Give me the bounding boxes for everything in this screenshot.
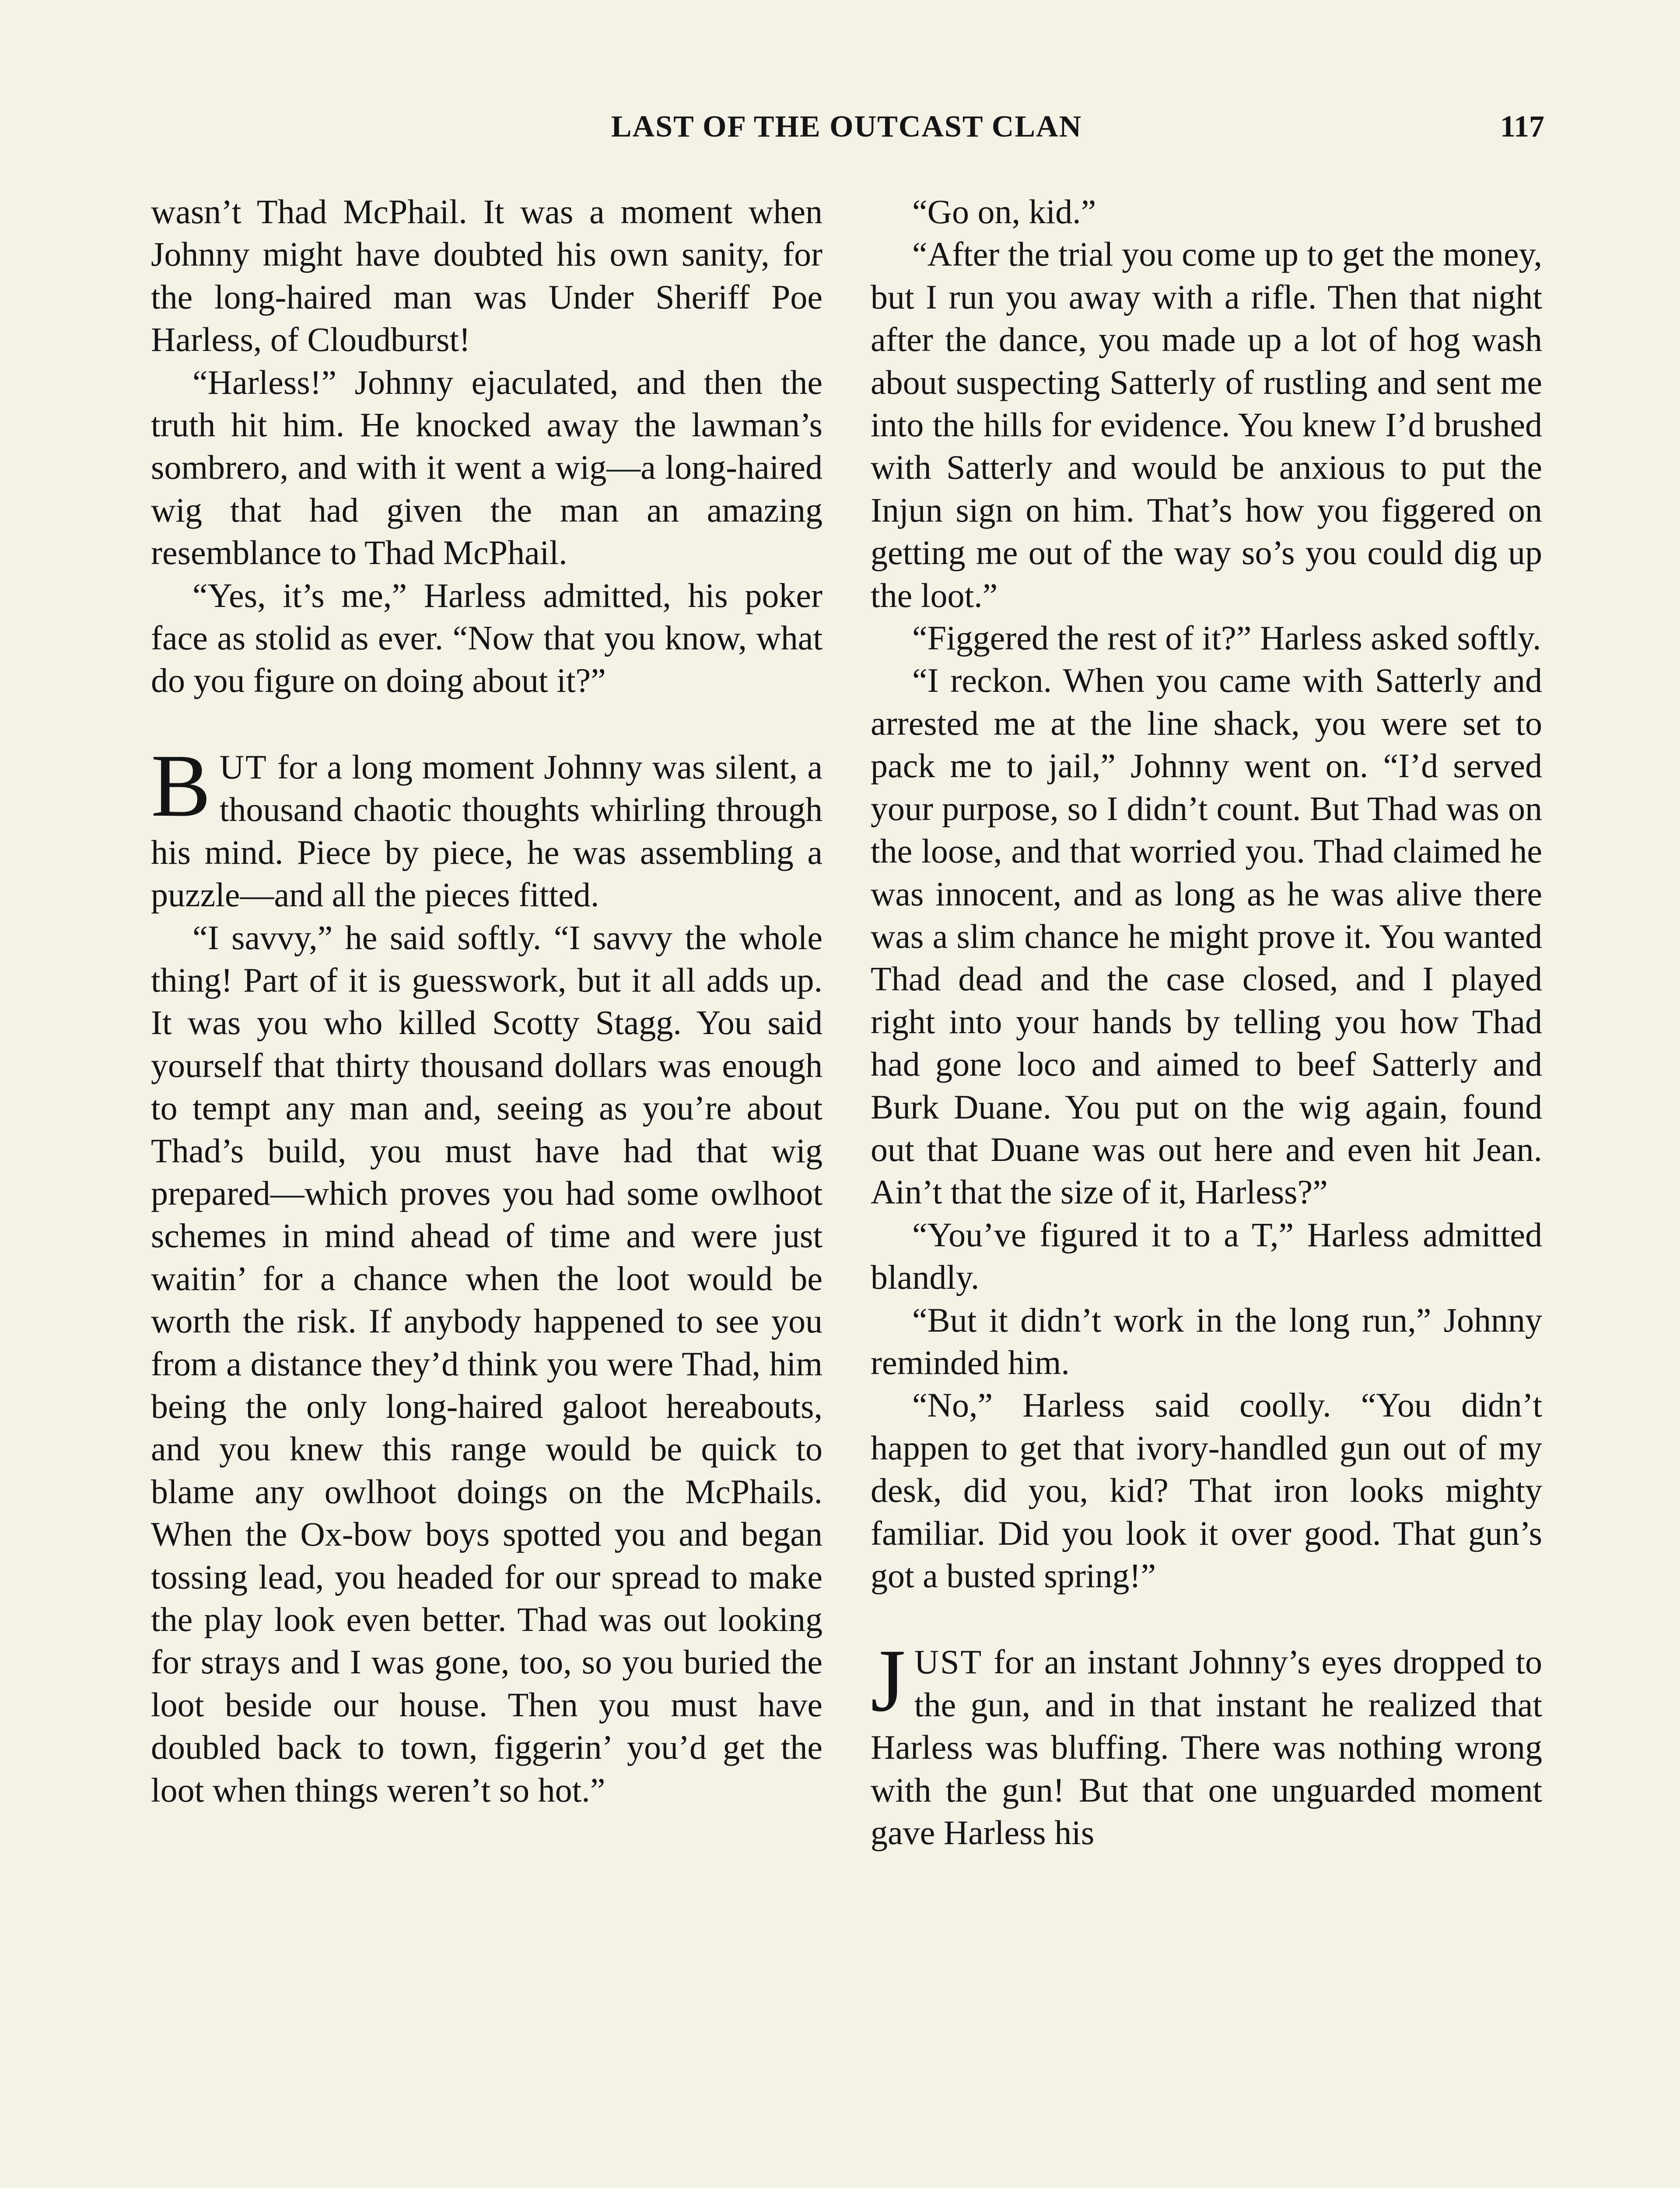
paragraph: “Figgered the rest of it?” Harless asked softly. xyxy=(912,619,1541,657)
paragraph-text: for an instant Johnny’s eyes dropped to the gun, and in that instant he realized that Harless was bluffing. There was nothing wrong with the gun! But that one unguarded moment gave Harless his xyxy=(871,1643,1542,1852)
paragraph-dropcap xyxy=(151,736,822,916)
paragraph: “I savvy,” he said softly. “I savvy the whole thing! Part of it is guesswork, but it all adds up. It was you who killed Scotty Stagg. You said yourself that thirty thousand dollars was enough to tempt any man and, seeing as you’re about Thad’s build, you must have had that wig prepared—which proves you had some owlhoot schemes in mind ahead of time and were just waitin’ for a chance when the loot would be worth the risk. If anybody happened to see you from a distance they’d think you were Thad, him being the only long-haired galoot hereabouts, and you knew this range would be quick to blame any owlhoot doings on the McPhails. When the Ox-bow boys spotted you and began tossing lead, you headed for our spread to make the play look even better. Thad was out looking for strays and I was gone, too, so you buried the loot beside our house. Then you must have doubled back to town, figgerin’ you’d get the loot when things weren’t so hot.” xyxy=(151,918,822,1809)
paragraph: “But it didn’t work in the long run,” Johnny reminded him. xyxy=(871,1301,1542,1382)
running-title: LAST OF THE OUTCAST CLAN xyxy=(611,110,1082,144)
page-header xyxy=(149,109,1544,158)
paragraph: “You’ve figured it to a T,” Harless admitted blandly. xyxy=(871,1215,1542,1297)
paragraph: “After the trial you come up to get the money, but I run you away with a rifle. Then that night after the dance, you made up a lot of hog wash about suspecting Satterly of rustling and sent me into the hills for evidence. You knew I’d brushed with Satterly and would be anxious to put the Injun sign on him. That’s how you figgered on getting me out of the way so’s you could dig up the loot.” xyxy=(871,235,1542,614)
paragraph: “I reckon. When you came with Satterly and arrested me at the line shack, you were set to pack me to jail,” Johnny went on. “I’d served your purpose, so I didn’t count. But Thad was on the loose, and that worried you. Thad claimed he was innocent, and as long as he was alive there was a slim chance he might prove it. You wanted Thad dead and the case closed, and I played right into your hands by telling you how Thad had gone loco and aimed to beef Satterly and Burk Duane. You put on the wig again, found out that Duane was out here and even hit Jean. Ain’t that the size of it, Harless?” xyxy=(871,661,1542,1211)
paragraph: “Go on, kid.” xyxy=(912,193,1096,231)
drop-cap: J xyxy=(871,1631,906,1731)
right-column xyxy=(871,190,1542,1854)
paragraph: “No,” Harless said coolly. “You didn’t happen to get that ivory-handled gun out of my desk, did you, kid? That iron looks mighty familiar. Did you look it over good. That gun’s got a busted spring!” xyxy=(871,1386,1542,1595)
paragraph: “Yes, it’s me,” Harless admitted, his poker face as stolid as ever. “Now that you know, what do you figure on doing about it?” xyxy=(151,576,822,700)
paragraph-text: for a long moment Johnny was silent, a thousand chaotic thoughts whirling through his mind. Piece by piece, he was assembling a puzzle—and all the pieces fitted. xyxy=(151,747,822,914)
small-caps-lead: UST xyxy=(914,1643,983,1681)
left-column xyxy=(151,190,822,1811)
drop-cap: B xyxy=(151,736,211,835)
page-number: 117 xyxy=(1500,110,1544,144)
paragraph: “Harless!” Johnny ejaculated, and then the truth hit him. He knocked away the lawman’s sombrero, and with it went a wig—a long-haired wig that had given the man an amazing resemblance to Thad McPhail. xyxy=(151,363,822,572)
small-caps-lead: UT xyxy=(219,747,268,786)
paragraph-dropcap xyxy=(871,1631,1542,1854)
paragraph: wasn’t Thad McPhail. It was a moment when Johnny might have doubted his own sanity, for the long-haired man was Under Sheriff Poe Harless, of Cloudburst! xyxy=(151,193,822,359)
